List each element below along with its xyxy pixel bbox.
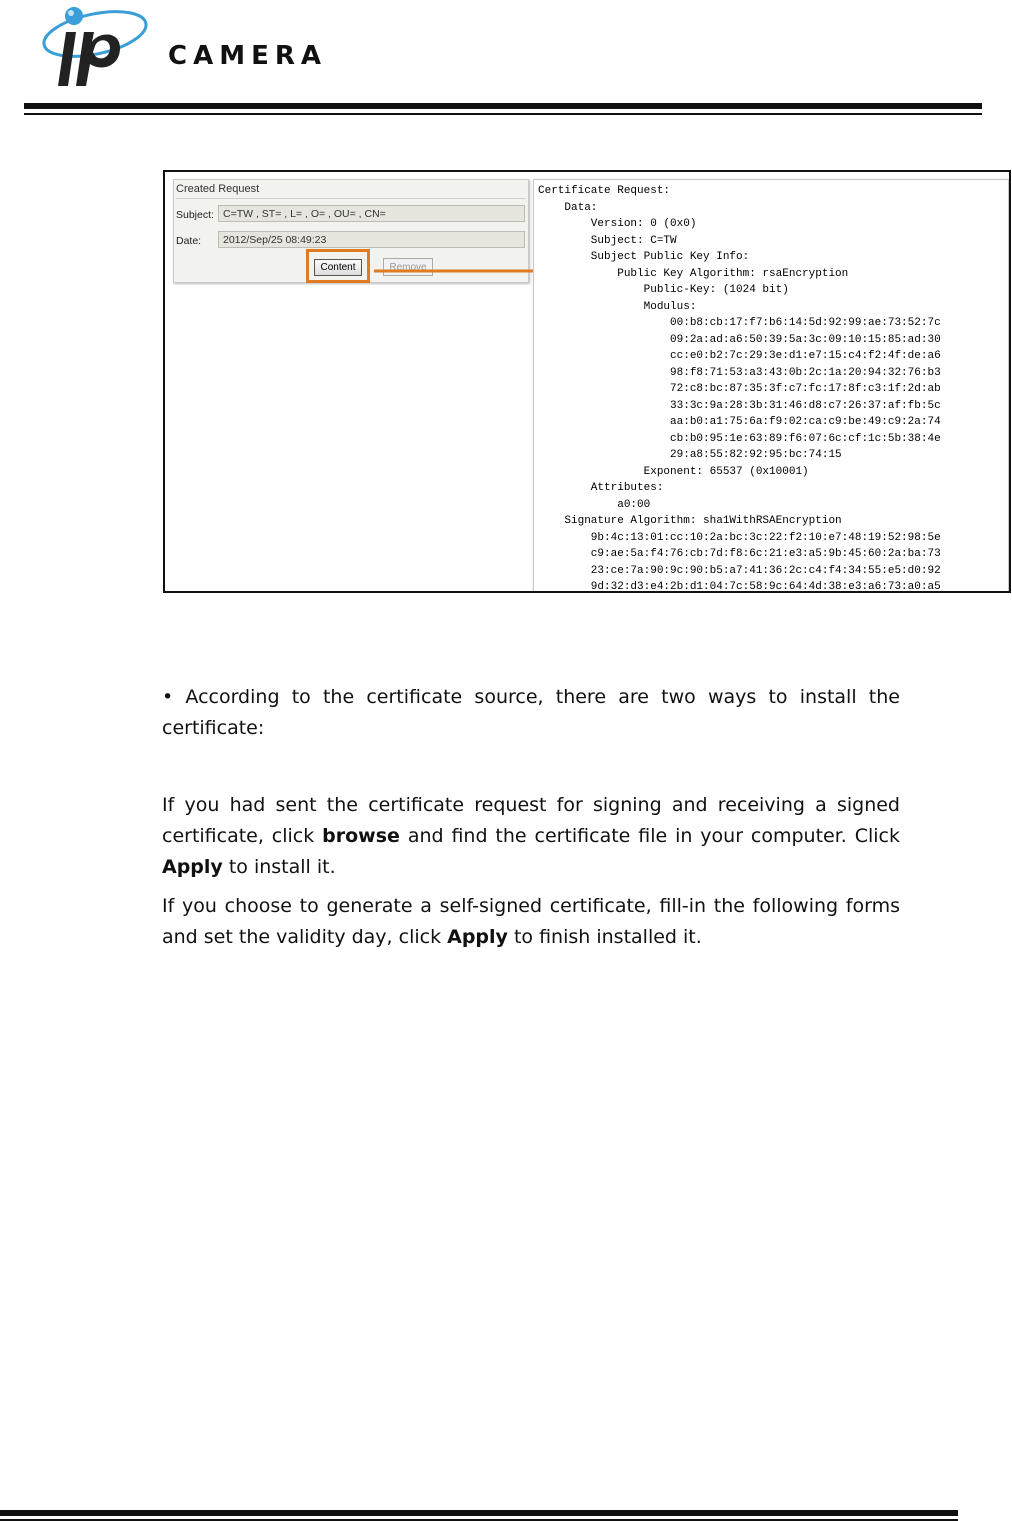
panel-title: Created Request: [176, 183, 260, 195]
ip-camera-logo: [40, 2, 327, 92]
content-button-highlight: [306, 249, 370, 283]
date-label: Date:: [176, 235, 202, 247]
intro-paragraph: • According to the certificate source, there are two ways to install the certificate:: [162, 686, 900, 739]
content-button[interactable]: Content: [314, 259, 362, 276]
browse-keyword: browse: [322, 825, 400, 847]
date-field: 2012/Sep/25 08:49:23: [218, 231, 525, 248]
screenshot-figure: [163, 170, 1011, 593]
panel-divider: [176, 198, 526, 199]
apply-keyword: Apply: [162, 856, 223, 878]
certificate-content-window: [533, 179, 1009, 593]
created-request-panel: [173, 179, 529, 283]
footer-rule-thick: [0, 1510, 958, 1516]
text-span: to install it.: [222, 856, 336, 878]
remove-button[interactable]: Remove: [383, 258, 433, 276]
certificate-text: Certificate Request: Data: Version: 0 (0x0) Subject: C=TW Subject Public Key Info: Public Key Algorithm: rsaEncryption Public-Key: (1024 bit) Modulus: 00:b8:cb:17:f7:b6:14:5d:92:99:ae:73:52:7c 09:2a:ad:a6:50:39:5a:3c:09:10:15:85:ad:30 cc:e0:b2:7c:29:3e:d1:e7:15:c4:f2:4f:de:a6 98:f8:71:53:a3:43:0b:2c:1a:20:94:32:76:b3 72:c8:bc:87:35:3f:c7:fc:17:8f:c3:1f:2d:ab 33:3c:9a:28:3b:31:46:d8:c7:26:37:af:fb:5c aa:b0:a1:75:6a:f9:02:ca:c9:be:49:c9:2a:74 cb:b0:95:1e:63:89:f6:07:6c:cf:1c:5b:38:4e 29:a8:55:82:92:95:bc:74:15 Exponent: 65537 (0x10001) Attributes: a0:00 Signature Algorithm: sha1WithRSAEncryption 9b:4c:13:01:cc:10:2a:bc:3c:22:f2:10:e7:48:19:52:98:5e c9:ae:5a:f4:76:cb:7d:f8:6c:21:e3:a5:9b:45:60:2a:ba:73 23:ce:7a:90:9c:90:b5:a7:41:36:2c:c4:f4:34:55:e5:d0:92 9d:32:d3:e4:2b:d1:04:7c:58:9c:64:4d:38:e3:a6:73:a0:a5: [538, 185, 941, 593]
logo-wordmark: CAMERA: [168, 41, 327, 71]
logo-mark-icon: [40, 2, 170, 92]
header-rule-thin: [24, 113, 982, 115]
apply-keyword: Apply: [447, 926, 508, 948]
header-rule-thick: [24, 103, 982, 109]
text-span: If you choose to generate a self-signed certificate, fill-in the following forms and set the validity day, click: [162, 895, 900, 948]
text-span: If you had sent the certificate request for signing and receiving a signed certificate, click: [162, 794, 900, 847]
subject-field: C=TW , ST= , L= , O= , OU= , CN=: [218, 205, 525, 222]
self-signed-paragraph: [162, 891, 900, 953]
signed-cert-paragraph: [162, 790, 900, 883]
subject-label: Subject:: [176, 209, 214, 221]
text-span: and find the certificate file in your computer. Click: [399, 825, 901, 847]
text-span: to finish installed it.: [507, 926, 702, 948]
